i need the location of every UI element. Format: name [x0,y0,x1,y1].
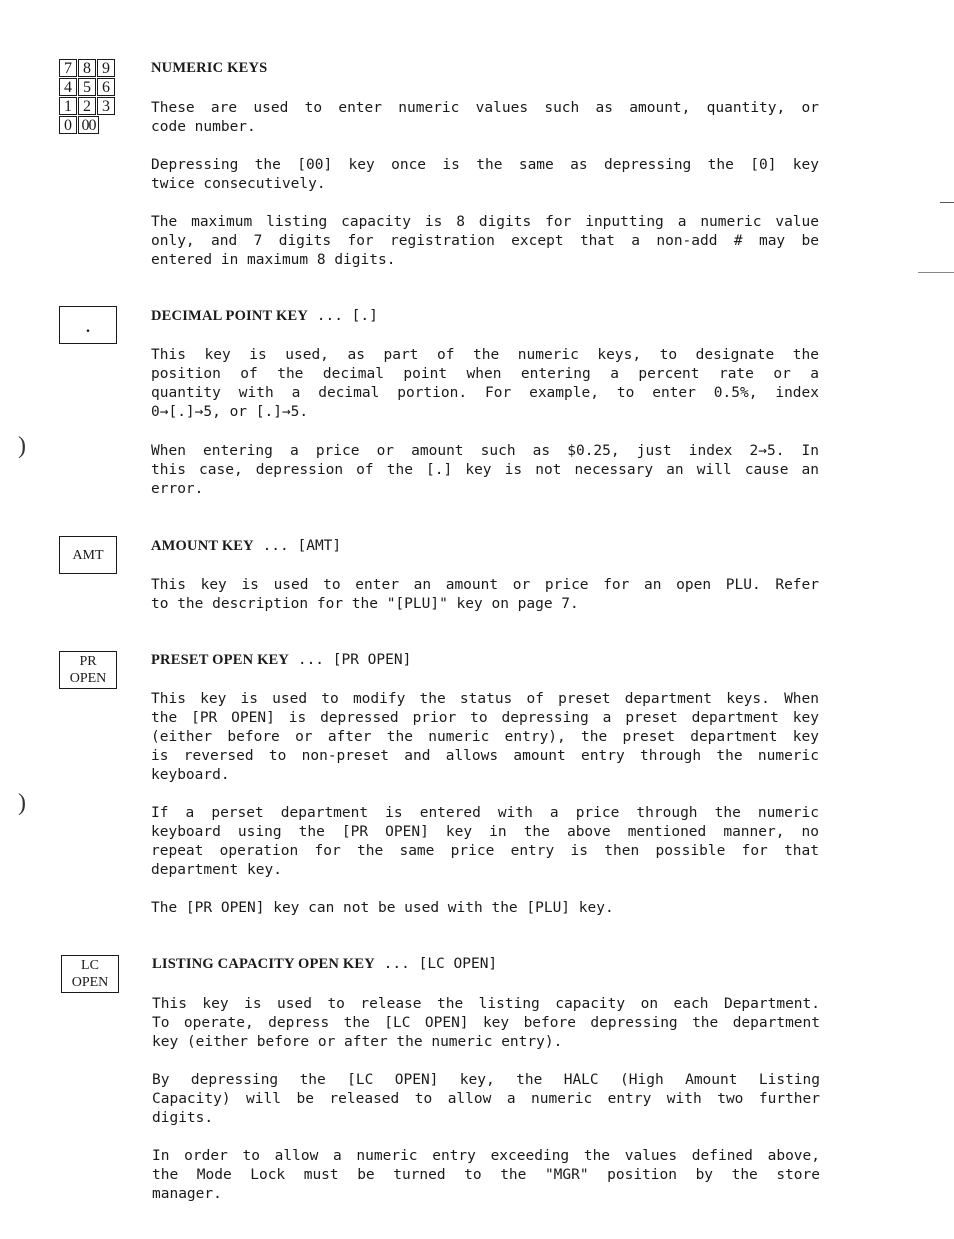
text-line: this case, depression of the [.] key is not necessary an will cause an [151,462,819,478]
lc-open-key-label-1: LC [81,958,99,973]
key-5: 5 [78,78,96,96]
preset-open-key-paragraph-2 [151,804,819,880]
text-line: position of the decimal point when entering a percent rate or a [151,366,819,382]
text-line: code number. [151,119,256,135]
text-line: keyboard. [151,767,230,783]
numeric-keys-paragraph-1 [151,99,819,137]
lc-open-key-code: ... [LC OPEN] [374,956,498,972]
key-3: 3 [97,97,115,115]
decimal-point-key-code: ... [.] [308,308,378,324]
text-line: entered in maximum 8 digits. [151,252,396,268]
numeric-keys-heading [151,60,267,77]
text-line: error. [151,481,204,497]
preset-open-key-title: PRESET OPEN KEY [151,652,290,668]
decimal-point-key-title: DECIMAL POINT KEY [151,308,309,324]
lc-open-key-label-2: OPEN [71,975,109,990]
amount-key-icon [59,536,117,574]
key-7: 7 [59,59,77,77]
text-line: The maximum listing capacity is 8 digits for inputting a numeric value [151,214,819,230]
preset-open-key-icon [59,651,117,689]
preset-open-key-label-2: OPEN [69,671,107,686]
text-line: the [PR OPEN] is depressed prior to depressing a preset department key [151,710,819,726]
key-4: 4 [59,78,77,96]
text-line: (either before or after the numeric entry), the preset department key [151,729,819,745]
amount-key-paragraph-1 [151,576,819,614]
numeric-keys-title: NUMERIC KEYS [151,60,268,76]
text-line: to the description for the "[PLU]" key on page 7. [151,596,579,612]
text-line: When entering a price or amount such as $0.25, just index 2→5. In [151,443,819,459]
text-line: This key is used to enter an amount or price for an open PLU. Refer [151,577,819,593]
numeric-keys-paragraph-3 [151,213,819,270]
preset-open-key-paragraph-1 [151,690,819,785]
lc-open-key-title: LISTING CAPACITY OPEN KEY [152,956,375,972]
binder-hole-mark-1: ) [18,433,26,459]
numeric-keys-paragraph-2 [151,156,819,194]
text-line: In order to allow a numeric entry exceeding the values defined above, [152,1148,820,1164]
key-9: 9 [97,59,115,77]
text-line: This key is used, as part of the numeric keys, to designate the [151,347,819,363]
margin-dash-1 [940,202,954,203]
text-line: quantity with a decimal portion. For example, to enter 0.5%, index [151,385,819,401]
preset-open-key-paragraph-3 [151,899,819,918]
text-line: digits. [152,1110,214,1126]
preset-open-key-heading [151,652,411,669]
decimal-point-key-icon [59,306,117,344]
text-line: manager. [152,1186,222,1202]
text-line: the Mode Lock must be turned to the "MGR" position by the store [152,1167,820,1183]
amount-key-title: AMOUNT KEY [151,538,254,554]
numeric-keypad-icon [59,59,119,133]
decimal-point-key-heading [151,308,378,325]
amount-key-code: ... [AMT] [253,538,342,554]
text-line: only, and 7 digits for registration except that a non-add # may be [151,233,819,249]
text-line: This key is used to release the listing capacity on each Department. [152,996,820,1012]
amount-key-label: AMT [72,547,104,563]
key-8: 8 [78,59,96,77]
amount-key-heading [151,538,341,555]
lc-open-key-paragraph-3 [152,1147,820,1204]
text-line: twice consecutively. [151,176,326,192]
text-line: If a perset department is entered with a price through the numeric [151,805,819,821]
text-line: These are used to enter numeric values such as amount, quantity, or [151,100,819,116]
key-1: 1 [59,97,77,115]
lc-open-key-heading [152,956,497,973]
key-6: 6 [97,78,115,96]
preset-open-key-code: ... [PR OPEN] [289,652,412,668]
margin-dash-2 [918,272,954,273]
text-line: department key. [151,862,282,878]
key-2: 2 [78,97,96,115]
text-line: repeat operation for the same price entry is then possible for that [151,843,819,859]
text-line: Capacity) will be released to allow a numeric entry with two further [152,1091,820,1107]
text-line: This key is used to modify the status of preset department keys. When [151,691,819,707]
text-line: is reversed to non-preset and allows amount entry through the numeric [151,748,819,764]
text-line: By depressing the [LC OPEN] key, the HALC (High Amount Listing [152,1072,820,1088]
lc-open-key-paragraph-1 [152,995,820,1052]
text-line: key (either before or after the numeric entry). [152,1034,563,1050]
binder-hole-mark-2: ) [18,790,26,816]
decimal-point-key-label: . [86,318,90,336]
lc-open-key-icon [61,955,119,993]
text-line: The [PR OPEN] key can not be used with the [PLU] key. [151,900,614,916]
text-line: Depressing the [00] key once is the same as depressing the [0] key [151,157,819,173]
decimal-point-key-paragraph-1 [151,346,819,422]
text-line: To operate, depress the [LC OPEN] key before depressing the department [152,1015,820,1031]
lc-open-key-paragraph-2 [152,1071,820,1128]
preset-open-key-label-1: PR [79,654,97,669]
key-00: 00 [78,116,99,134]
text-line: 0→[.]→5, or [.]→5. [151,404,309,420]
decimal-point-key-paragraph-2 [151,442,819,499]
text-line: keyboard using the [PR OPEN] key in the above mentioned manner, no [151,824,819,840]
key-0: 0 [59,116,77,134]
